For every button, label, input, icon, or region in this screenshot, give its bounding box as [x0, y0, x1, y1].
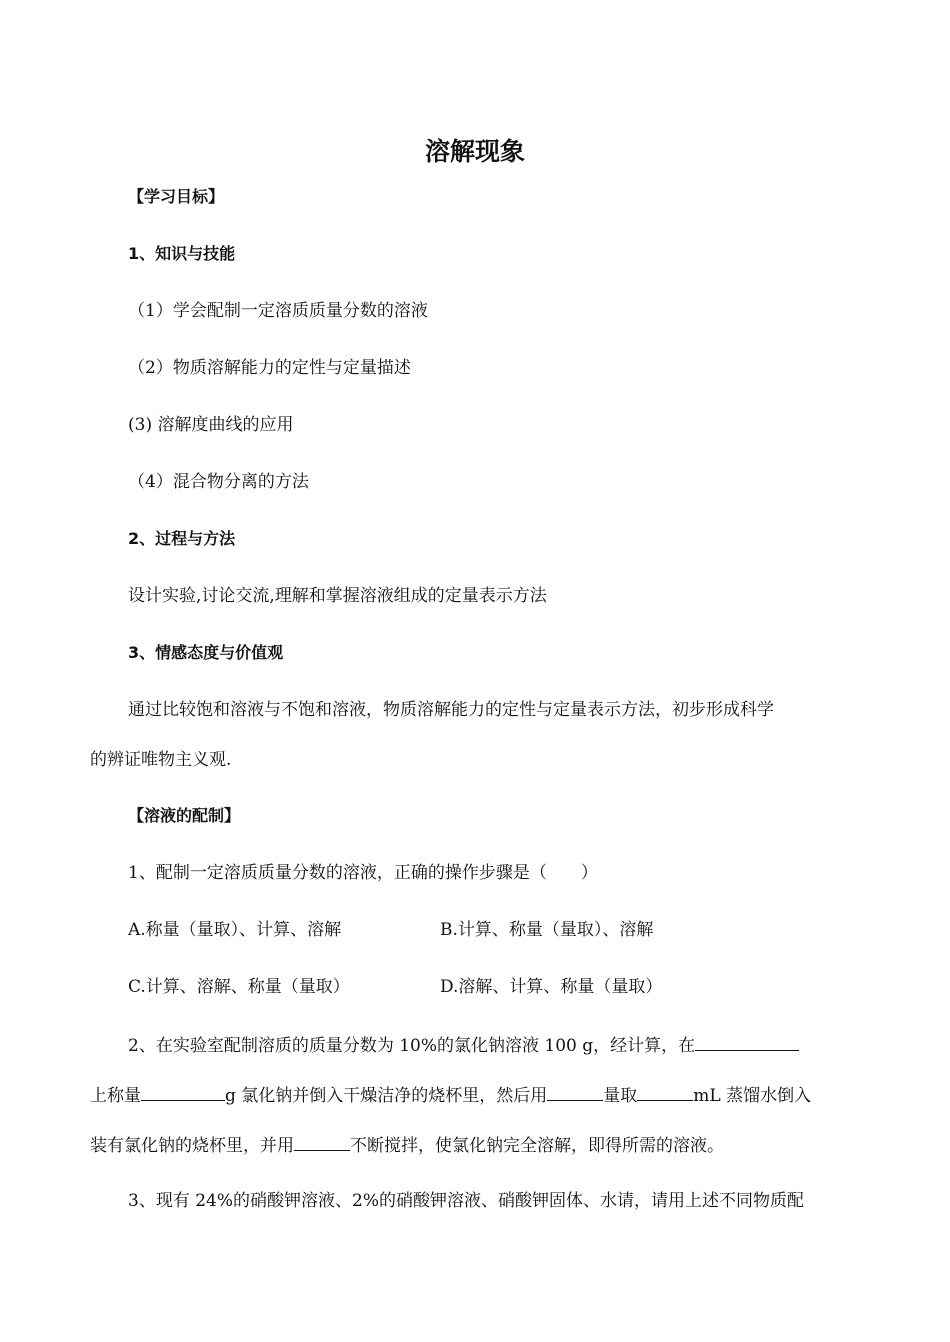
question-2-text-2c: 量取 [603, 1086, 638, 1106]
section-header-solution-prep: 【溶液的配制】 [128, 806, 241, 825]
question-2-text-2a: 上称量 [90, 1086, 141, 1106]
goal-item-3: (3) 溶解度曲线的应用 [128, 415, 294, 435]
question-1-option-c: C.计算、溶解、称量（量取） [128, 977, 350, 997]
page-title: 溶解现象 [424, 137, 525, 166]
question-2-line2 [90, 1084, 811, 1106]
heading-knowledge-skills: 1、知识与技能 [128, 244, 236, 263]
question-2-text-1: 2、在实验室配制溶质的质量分数为 10%的氯化钠溶液 100 g，经计算，在 [128, 1036, 696, 1056]
paragraph-attitude-line1: 通过比较饱和溶液与不饱和溶液，物质溶解能力的定性与定量表示方法，初步形成科学 [128, 700, 774, 720]
goal-item-4: （4）混合物分离的方法 [128, 472, 309, 492]
question-2-line1 [128, 1034, 799, 1056]
answer-blank-instrument-1[interactable] [695, 1034, 799, 1051]
question-2-text-3b: 不断搅拌，使氯化钠完全溶解，即得所需的溶液。 [350, 1136, 724, 1156]
question-3: 3、现有 24%的硝酸钾溶液、2%的硝酸钾溶液、硝酸钾固体、水请，请用上述不同物质配 [128, 1191, 804, 1211]
heading-process-method: 2、过程与方法 [128, 529, 236, 548]
question-2-text-2b: g 氯化钠并倒入干燥洁净的烧杯里，然后用 [225, 1086, 548, 1106]
answer-blank-volume[interactable] [637, 1084, 693, 1101]
heading-attitude-values: 3、情感态度与价值观 [128, 643, 284, 662]
goal-item-1: （1）学会配制一定溶质质量分数的溶液 [128, 301, 428, 321]
question-1-option-b: B.计算、称量（量取）、溶解 [440, 920, 654, 940]
goal-item-2: （2）物质溶解能力的定性与定量描述 [128, 358, 411, 378]
question-2-text-3a: 装有氯化钠的烧杯里，并用 [90, 1136, 294, 1156]
answer-blank-stirrer[interactable] [294, 1134, 350, 1151]
paragraph-process-method: 设计实验,讨论交流,理解和掌握溶液组成的定量表示方法 [128, 586, 547, 606]
question-2-line3 [90, 1134, 724, 1156]
question-2-text-2d: mL 蒸馏水倒入 [693, 1086, 812, 1106]
section-header-goals: 【学习目标】 [128, 187, 225, 206]
question-1-option-d: D.溶解、计算、称量（量取） [440, 977, 663, 997]
question-1-option-a: A.称量（量取）、计算、溶解 [128, 920, 342, 940]
paragraph-attitude-line2: 的辨证唯物主义观. [90, 750, 232, 770]
question-1: 1、配制一定溶质质量分数的溶液，正确的操作步骤是（ ） [128, 863, 598, 883]
answer-blank-mass[interactable] [141, 1084, 225, 1101]
answer-blank-instrument-2[interactable] [547, 1084, 603, 1101]
